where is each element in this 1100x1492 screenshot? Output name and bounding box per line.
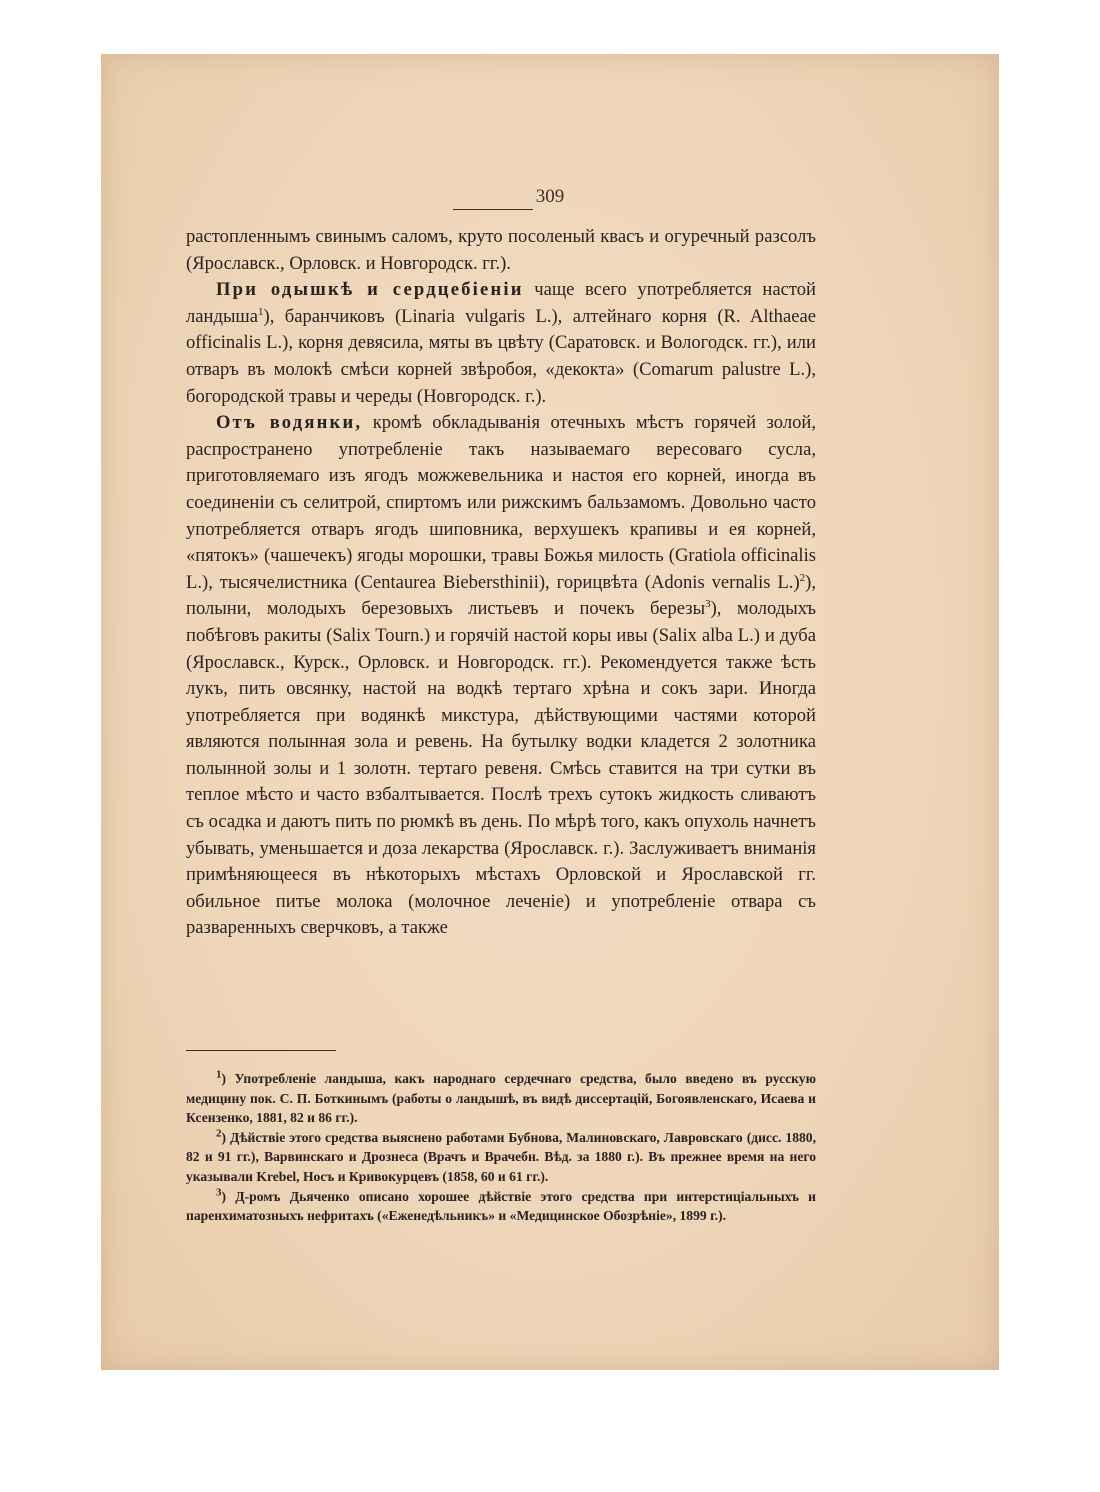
paragraph-text: ), баранчиковъ (Linaria vulgaris L.), алтейнаго корня (R. Althaeae officinalis L.), корня девясила, мяты въ цвѣту (Саратовск. и Вологодск. гг.), или отваръ въ молокѣ смѣси корней звѣробоя, «декокта» (Comarum palustre L.), богородской травы и череды (Новгородск. г.). bbox=[186, 305, 816, 407]
footnote-mark: 3 bbox=[216, 1186, 222, 1199]
scanned-page bbox=[101, 54, 999, 1370]
footnote-mark: 2 bbox=[216, 1127, 222, 1140]
paragraph-palpitation bbox=[186, 277, 816, 410]
footnotes bbox=[186, 1069, 816, 1226]
footnote-text: ) Употребленіе ландыша, какъ народнаго сердечнаго средства, было введено въ русскую медицину пок. С. П. Боткинымъ (работы о ландышѣ, въ видѣ диссертацій, Богоявленскаго, Исаева и Ксензенко, 1881, 82 и 86 гг.). bbox=[186, 1071, 816, 1126]
paragraph-text: кромѣ обкладыванія отечныхъ мѣстъ горячей золой, распространено употребленіе такъ называемаго вересоваго сусла, приготовляемаго изъ ягодъ можжевельника и настоя его корней, иногда въ соединеніи съ селитрой, спиртомъ или рижскимъ бальзамомъ. Довольно часто употребляется отваръ ягодъ шиповника, верхушекъ крапивы и ея корней, «пятокъ» (чашечекъ) ягоды морошки, травы Божья милость (Gratiola officinalis L.), тысячелистника (Centaurea Biebersthinii), горицвѣта (Adonis vernalis L.) bbox=[186, 412, 816, 593]
paragraph-lead: Отъ водянки, bbox=[216, 412, 363, 434]
page-number-rule bbox=[453, 209, 533, 210]
footnote-separator bbox=[186, 1050, 336, 1051]
paragraph-text: чаще всего употребляется настой ландыша bbox=[186, 279, 817, 327]
paragraph-lead: При одышкѣ и сердцебіеніи bbox=[216, 279, 524, 301]
footnote-ref: 3 bbox=[705, 598, 711, 611]
paragraph-continuation: растопленнымъ свинымъ саломъ, круто посоленый квасъ и огуречный разсолъ (Ярославск., Орловск. и Новгородск. гг.). bbox=[186, 226, 816, 274]
footnote-ref: 1 bbox=[258, 305, 264, 318]
footnote-text: ) Дѣйствіе этого средства выяснено работами Бубнова, Малиновскаго, Лавровскаго (дисс. 1880, 82 и 91 гг.), Варвинскаго и Дрознеса (Врачъ и Врачебн. Вѣд. за 1880 г.). Въ прежнее время на него указывали Krebel, Носъ и Кривокурцевъ (1858, 60 и 61 гг.). bbox=[186, 1129, 816, 1184]
body-text bbox=[186, 224, 816, 942]
footnote bbox=[186, 1128, 816, 1187]
footnote-mark: 1 bbox=[216, 1068, 222, 1081]
paragraph-text: ), молодыхъ побѣговъ ракиты (Salix Tourn.) и горячій настой коры ивы (Salix alba L.) и дуба (Ярославск., Курск., Орловск. и Новгородск. гг.). Рекомендуется также ѣсть лукъ, пить овсянку, настой на водкѣ тертаго хрѣна и сокъ зари. Иногда употребляется при водянкѣ микстура, дѣйствующими частями которой являются полынная зола и ревень. На бутылку водки кладется 2 золотника полынной золы и 1 золотн. тертаго ревеня. Смѣсь ставится на три сутки въ теплое мѣсто и часто взбалтывается. Послѣ трехъ сутокъ жидкость сливаютъ съ осадка и даютъ пить по рюмкѣ въ день. По мѣрѣ того, какъ опухоль начнетъ убывать, уменьшается и доза лекарства (Ярославск. г.). Заслуживаетъ вниманія примѣняющееся въ нѣкоторыхъ мѣстахъ Орловской и Ярославской гг. обильное питье молока (молочное леченіе) и употребленіе отвара съ разваренныхъ сверчковъ, а также bbox=[186, 598, 816, 939]
footnote-ref: 2 bbox=[799, 571, 806, 584]
footnote bbox=[186, 1069, 816, 1128]
page-number: 309 bbox=[535, 186, 565, 207]
paragraph-text: ), полыни, молодыхъ березовыхъ листьевъ и почекъ березы bbox=[186, 571, 816, 620]
footnote bbox=[186, 1187, 816, 1226]
paragraph-dropsy bbox=[186, 410, 816, 942]
footnote-text: ) Д-ромъ Дьяченко описано хорошее дѣйствіе этого средства при интерстиціальныхъ и паренхиматозныхъ нефритахъ («Еженедѣльникъ» и «Медицинское Обозрѣніе», 1899 г.). bbox=[186, 1188, 816, 1224]
